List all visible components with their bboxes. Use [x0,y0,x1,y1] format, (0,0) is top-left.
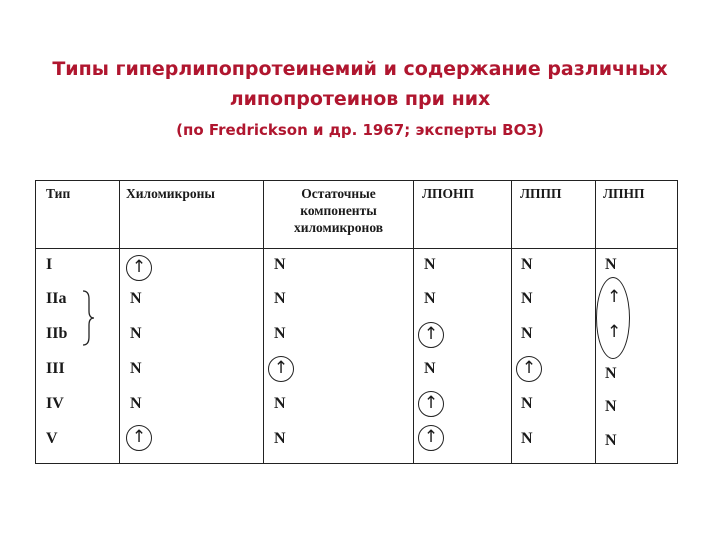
increase-circled-icon: ↑ [516,356,542,382]
highlight-oval [596,277,630,359]
column-divider [413,181,414,463]
cell-IIb-remnant: N [274,325,286,342]
cell-IIa-vldl: N [424,290,436,307]
slide-title [0,54,720,114]
header-remnants-line3: хиломикронов [293,220,384,235]
cell-IIb-chylo: N [130,325,142,342]
row-type-IIa: IIa [46,290,67,307]
cell-I-vldl: N [424,256,436,273]
cell-III-ldl: N [605,365,617,382]
row-type-III: III [46,360,65,377]
header-type: Тип [46,186,71,201]
header-remnants-line1: Остаточные [301,186,376,201]
cell-I-ldl: N [605,256,617,273]
cell-IV-idl: N [521,395,533,412]
cell-IIa-chylo: N [130,290,142,307]
cell-IV-chylo: N [130,395,142,412]
row-type-IV: IV [46,395,64,412]
header-vldl: ЛПОНП [422,186,475,201]
cell-I-idl: N [521,256,533,273]
cell-IV-remnant: N [274,395,286,412]
cell-V-idl: N [521,430,533,447]
cell-IIb-idl: N [521,325,533,342]
title-line-2: липопротеинов при них [229,88,491,110]
increase-circled-icon: ↑ [418,391,444,417]
column-divider [511,181,512,463]
header-divider [36,248,677,249]
cell-IV-ldl: N [605,398,617,415]
header-chylomicrons: Хиломикроны [126,186,215,201]
increase-circled-icon: ↑ [126,255,152,281]
row-type-I: I [46,256,53,273]
row-type-V: V [46,430,58,447]
lipoprotein-table [35,180,678,464]
cell-IIa-idl: N [521,290,533,307]
increase-circled-icon: ↑ [268,356,294,382]
increase-arrow-icon: ↑ [607,322,622,342]
header-idl: ЛППП [520,186,562,201]
slide-subtitle: (по Fredrickson и др. 1967; эксперты ВОЗ) [176,121,544,139]
header-ldl: ЛПНП [603,186,645,201]
brace-icon [80,289,96,347]
cell-V-remnant: N [274,430,286,447]
column-divider [119,181,120,463]
increase-circled-icon: ↑ [418,322,444,348]
increase-circled-icon: ↑ [418,425,444,451]
row-type-IIb: IIb [46,325,68,342]
cell-III-vldl: N [424,360,436,377]
cell-V-ldl: N [605,432,617,449]
cell-III-chylo: N [130,360,142,377]
cell-IIa-remnant: N [274,290,286,307]
title-line-1: Типы гиперлипопротеинемий и содержание различных [52,58,668,80]
cell-I-remnant: N [274,256,286,273]
increase-arrow-icon: ↑ [607,287,622,307]
increase-circled-icon: ↑ [126,425,152,451]
header-remnants-line2: компоненты [300,203,377,218]
header-remnants [264,185,413,236]
